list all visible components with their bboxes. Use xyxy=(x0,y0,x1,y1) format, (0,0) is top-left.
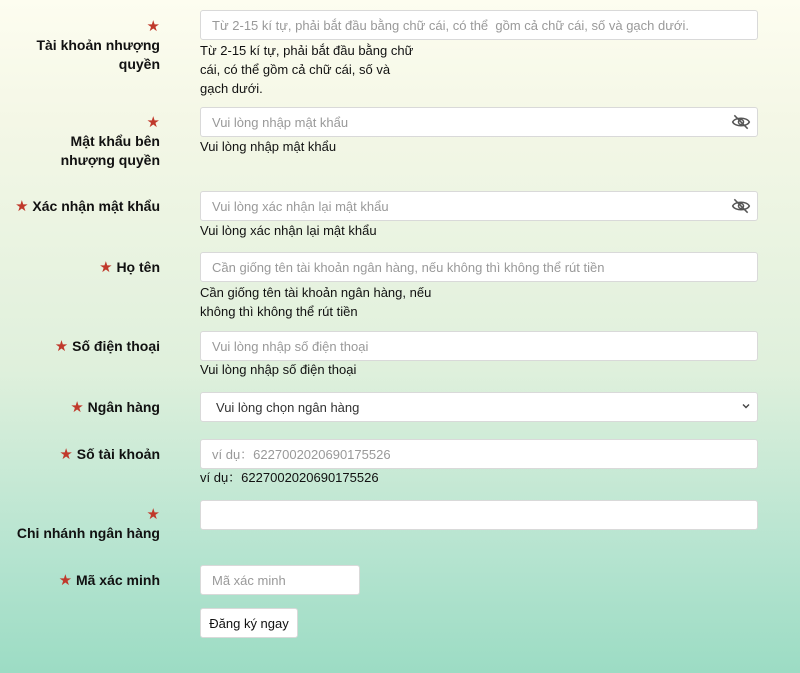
password-help: Vui lòng nhập mật khẩu xyxy=(200,139,337,154)
required-star-icon: ★ xyxy=(54,338,69,355)
phone-field[interactable] xyxy=(200,331,758,361)
confirm-password-input[interactable] xyxy=(201,192,757,220)
confirm-password-label-text: Xác nhận mật khẩu xyxy=(32,198,160,214)
phone-label-text: Số điện thoại xyxy=(72,338,160,354)
username-input[interactable] xyxy=(201,11,757,39)
phone-label xyxy=(10,337,160,356)
required-star-icon: ★ xyxy=(146,506,160,523)
captcha-input[interactable] xyxy=(201,566,359,594)
username-label xyxy=(10,17,160,74)
branch-input[interactable] xyxy=(201,501,757,529)
bank-select[interactable] xyxy=(200,392,758,422)
password-input[interactable] xyxy=(201,108,757,136)
branch-label xyxy=(10,505,160,543)
captcha-label-text: Mã xác minh xyxy=(75,572,160,588)
required-star-icon: ★ xyxy=(70,399,84,416)
confirm-password-help: Vui lòng xác nhận lại mật khẩu xyxy=(200,223,377,238)
account-number-input[interactable] xyxy=(201,440,757,468)
branch-field[interactable] xyxy=(200,500,758,530)
captcha-field[interactable] xyxy=(200,565,360,595)
required-star-icon: ★ xyxy=(59,446,73,463)
account-number-field[interactable] xyxy=(200,439,758,469)
bank-label-text: Ngân hàng xyxy=(87,399,160,415)
account-number-label-text: Số tài khoản xyxy=(76,446,160,462)
confirm-password-field[interactable] xyxy=(200,191,758,221)
password-label xyxy=(50,113,160,170)
chevron-down-icon xyxy=(741,401,751,411)
eye-slash-icon[interactable] xyxy=(731,197,751,215)
captcha-label xyxy=(10,571,160,590)
full-name-help: Cần giống tên tài khoản ngân hàng, nếu không thì không thể rút tiền xyxy=(200,285,432,319)
required-star-icon: ★ xyxy=(15,198,29,215)
eye-slash-icon[interactable] xyxy=(731,113,751,131)
full-name-field[interactable] xyxy=(200,252,758,282)
full-name-label-text: Họ tên xyxy=(116,259,160,275)
bank-select-value[interactable]: Vui lòng chọn ngân hàng xyxy=(216,399,360,415)
account-number-label xyxy=(10,445,160,464)
username-help: Từ 2-15 kí tự, phải bắt đầu bằng chữ cái, có thể gồm cả chữ cái, số và gạch dưới. xyxy=(200,43,414,96)
username-label-text: Tài khoản nhượng quyền xyxy=(36,37,160,72)
required-star-icon: ★ xyxy=(99,259,113,276)
account-number-help: ví dụ：6227002020690175526 xyxy=(200,470,379,485)
required-star-icon: ★ xyxy=(146,114,160,131)
bank-label xyxy=(10,398,160,417)
password-label-text: Mật khẩu bên nhượng quyền xyxy=(60,133,160,168)
phone-input[interactable] xyxy=(201,332,757,360)
register-button[interactable]: Đăng ký ngay xyxy=(200,608,298,638)
phone-help: Vui lòng nhập số điện thoại xyxy=(200,362,357,377)
password-field[interactable] xyxy=(200,107,758,137)
username-field[interactable] xyxy=(200,10,758,40)
branch-label-text: Chi nhánh ngân hàng xyxy=(16,525,160,541)
required-star-icon: ★ xyxy=(146,18,160,35)
required-star-icon: ★ xyxy=(58,572,73,589)
confirm-password-label xyxy=(0,197,160,216)
full-name-input[interactable] xyxy=(201,253,757,281)
full-name-label xyxy=(10,258,160,277)
